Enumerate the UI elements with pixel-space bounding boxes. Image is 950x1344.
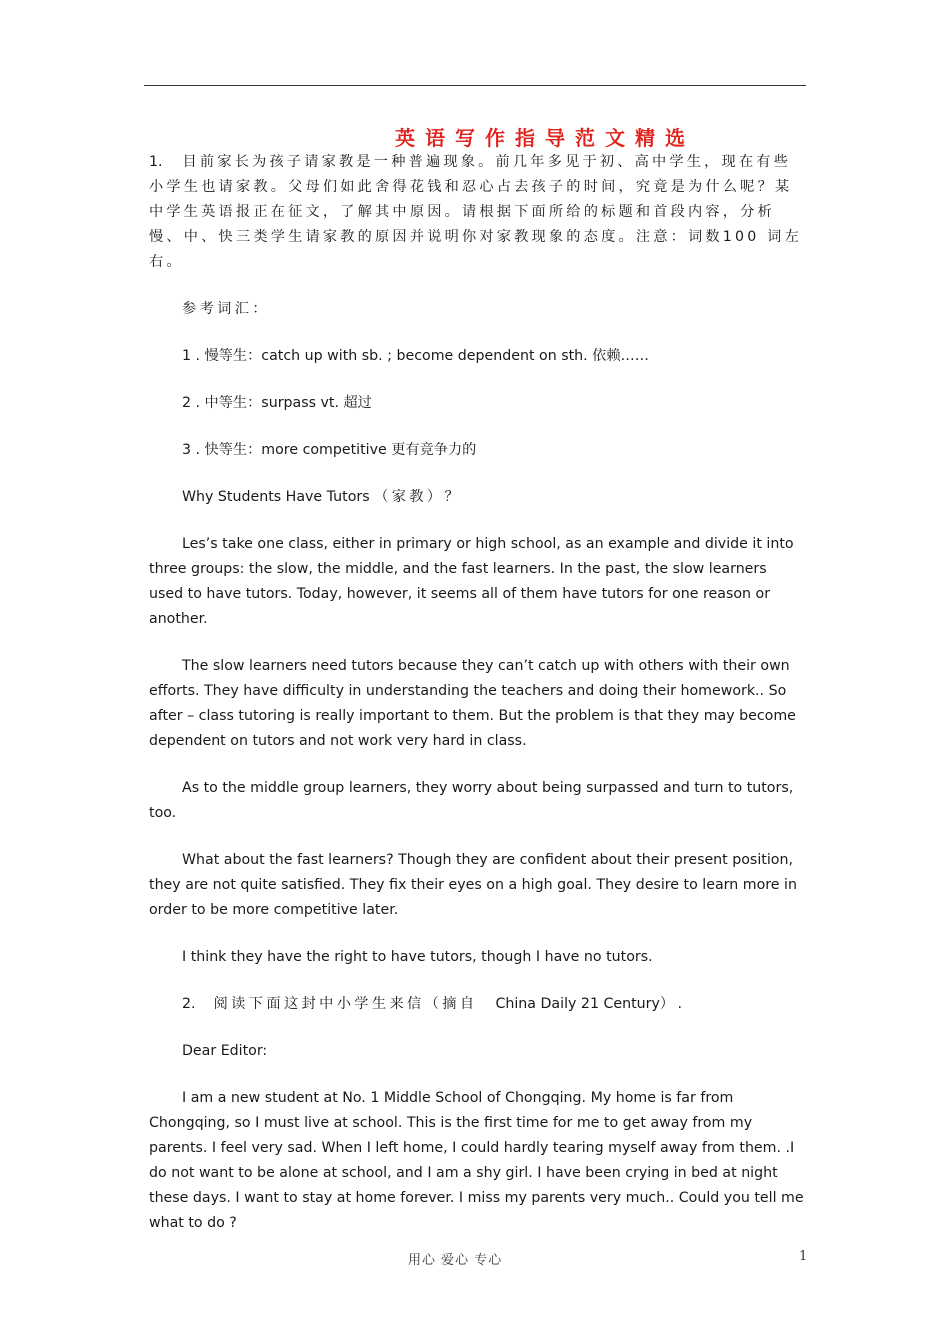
question-1 — [149, 150, 804, 275]
document-title: 英语写作指导范文精选 — [395, 126, 695, 150]
essay-paragraph: As to the middle group learners, they worry about being surpassed and turn to tutors, too. — [149, 780, 794, 821]
question-1-prompt: 目前家长为孩子请家教是一种普遍现象。前几年多见于初、高中学生，现在有些小学生也请家教。父母们如此舍得花钱和忍心占去孩子的时间，究竟是为什么呢？某中学生英语报正在征文，了解其中原因。请根据下面所给的标题和首段内容，分析慢、中、快三类学生请家教的原因并说明你对家教现象的态度。注意：词数100 词左右。 — [149, 154, 802, 270]
question-2-end: ）. — [659, 996, 686, 1012]
question-2-prompt: 阅读下面这封中小学生来信（摘自 — [213, 996, 478, 1012]
question-2-source: China Daily 21 Century — [495, 996, 660, 1012]
page-number: 1 — [799, 1249, 808, 1264]
essay-heading — [149, 485, 804, 510]
essay-heading-en: Why Students Have Tutors — [182, 489, 370, 505]
footer-motto: 用心 爱心 专心 — [408, 1253, 503, 1268]
question-2 — [149, 992, 804, 1017]
document-body — [149, 150, 804, 1258]
essay-paragraph: Les’s take one class, either in primary or high school, as an example and divide it into three groups: the slow, the middle, and the fast learners. In the past, the slow learners used to have tutors. Today, however, it seems all of them have tutors for one reason or another. — [149, 536, 794, 627]
header-rule — [144, 85, 806, 86]
vocab-item: 3 . 快等生：more competitive 更有竞争力的 — [182, 442, 477, 458]
question-1-number: 1. — [149, 154, 163, 170]
question-2-number: 2. — [182, 996, 196, 1012]
letter-body: I am a new student at No. 1 Middle School of Chongqing. My home is far from Chongqing, so I must live at school. This is the first time for me to get away from my parents. I feel very sad. When I left home, I could hardly tearing myself away from them. .I do not want to be alone at school, and I am a shy girl. I have been crying in bed at night these days. I want to stay at home forever. I miss my parents very much.. Could you tell me what to do ? — [149, 1090, 804, 1231]
vocab-item: 2 . 中等生：surpass vt. 超过 — [182, 395, 372, 411]
vocab-label: 参考词汇： — [182, 301, 270, 317]
essay-heading-cn: （家教）？ — [374, 489, 463, 505]
letter-salutation: Dear Editor: — [182, 1043, 268, 1059]
vocab-item: 1 . 慢等生：catch up with sb. ; become dependent on sth. 依赖…… — [182, 348, 649, 364]
essay-paragraph: I think they have the right to have tutors, though I have no tutors. — [182, 949, 653, 965]
essay-paragraph: The slow learners need tutors because they can’t catch up with others with their own efforts. They have difficulty in understanding the teachers and doing their homework.. So after – class tutoring is really important to them. But the problem is that they may become dependent on tutors and not work very hard in class. — [149, 658, 796, 749]
essay-paragraph: What about the fast learners? Though they are confident about their present position, they are not quite satisfied. They fix their eyes on a high goal. They desire to learn more in order to be more competitive later. — [149, 852, 797, 918]
